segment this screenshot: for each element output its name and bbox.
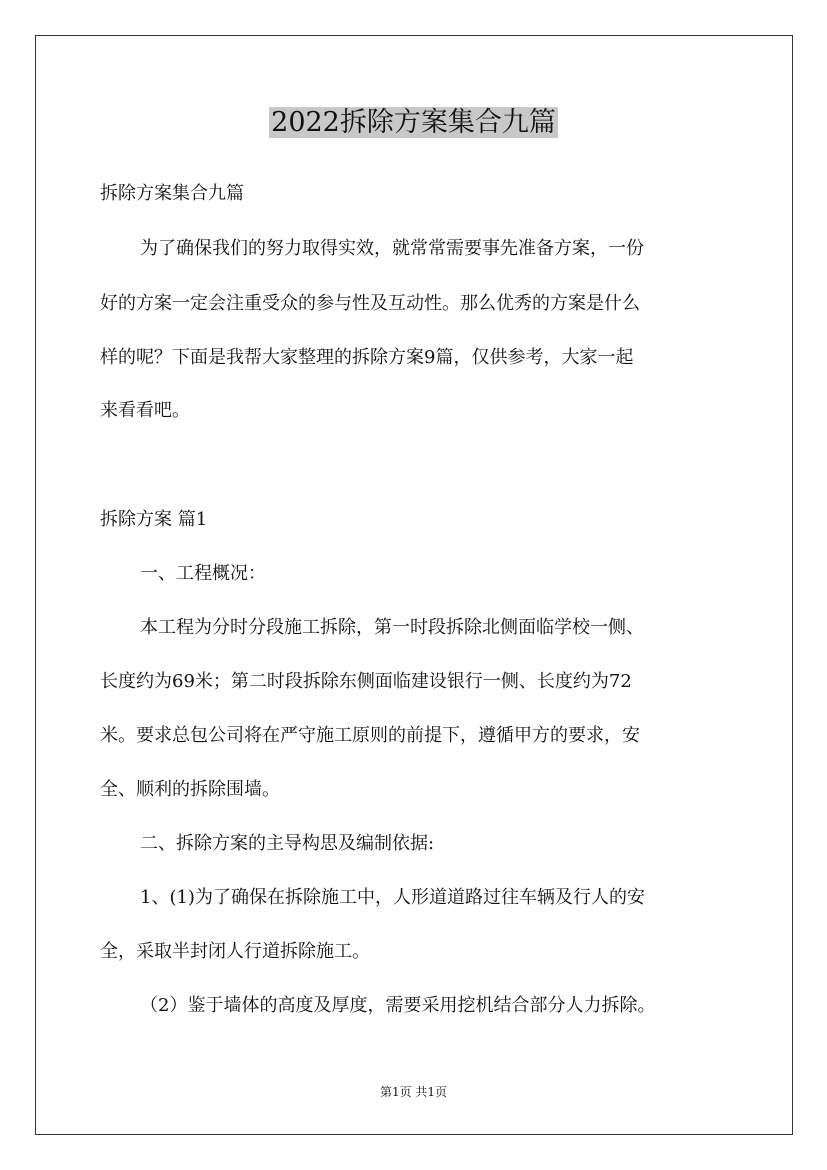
subsection-heading: 二、拆除方案的主导构思及编制依据: — [140, 833, 435, 854]
section-heading: 拆除方案 篇1 — [100, 509, 208, 530]
page-footer: 第1页 共1页 — [379, 1085, 448, 1099]
paragraph-line: 全、顺利的拆除围墙。 — [100, 779, 280, 800]
paragraph-line: （2）鉴于墙体的高度及厚度，需要采用挖机结合部分人力拆除。 — [140, 995, 656, 1016]
paragraph-line: 1、(1)为了确保在拆除施工中，人形道道路过往车辆及行人的安 — [140, 887, 645, 908]
paragraph-line: 样的呢？下面是我帮大家整理的拆除方案9篇，仅供参考，大家一起 — [100, 347, 634, 368]
subsection-heading: 一、工程概况： — [140, 563, 266, 584]
paragraph-line: 为了确保我们的努力取得实效，就常常需要事先准备方案，一份 — [140, 238, 644, 259]
paragraph-line: 长度约为69米；第二时段拆除东侧面临建设银行一侧、长度约为72 — [100, 671, 632, 692]
document-title — [0, 104, 827, 142]
paragraph-line: 好的方案一定会注重受众的参与性及互动性。那么优秀的方案是什么 — [100, 293, 640, 314]
document-title-text: 2022拆除方案集合九篇 — [271, 107, 556, 138]
paragraph-line: 来看看吧。 — [100, 400, 190, 421]
document-subtitle: 拆除方案集合九篇 — [100, 183, 244, 204]
paragraph-line: 米。要求总包公司将在严守施工原则的前提下，遵循甲方的要求，安 — [100, 725, 640, 746]
paragraph-line: 本工程为分时分段施工拆除，第一时段拆除北侧面临学校一侧、 — [140, 617, 644, 638]
paragraph-line: 全，采取半封闭人行道拆除施工。 — [100, 941, 370, 962]
